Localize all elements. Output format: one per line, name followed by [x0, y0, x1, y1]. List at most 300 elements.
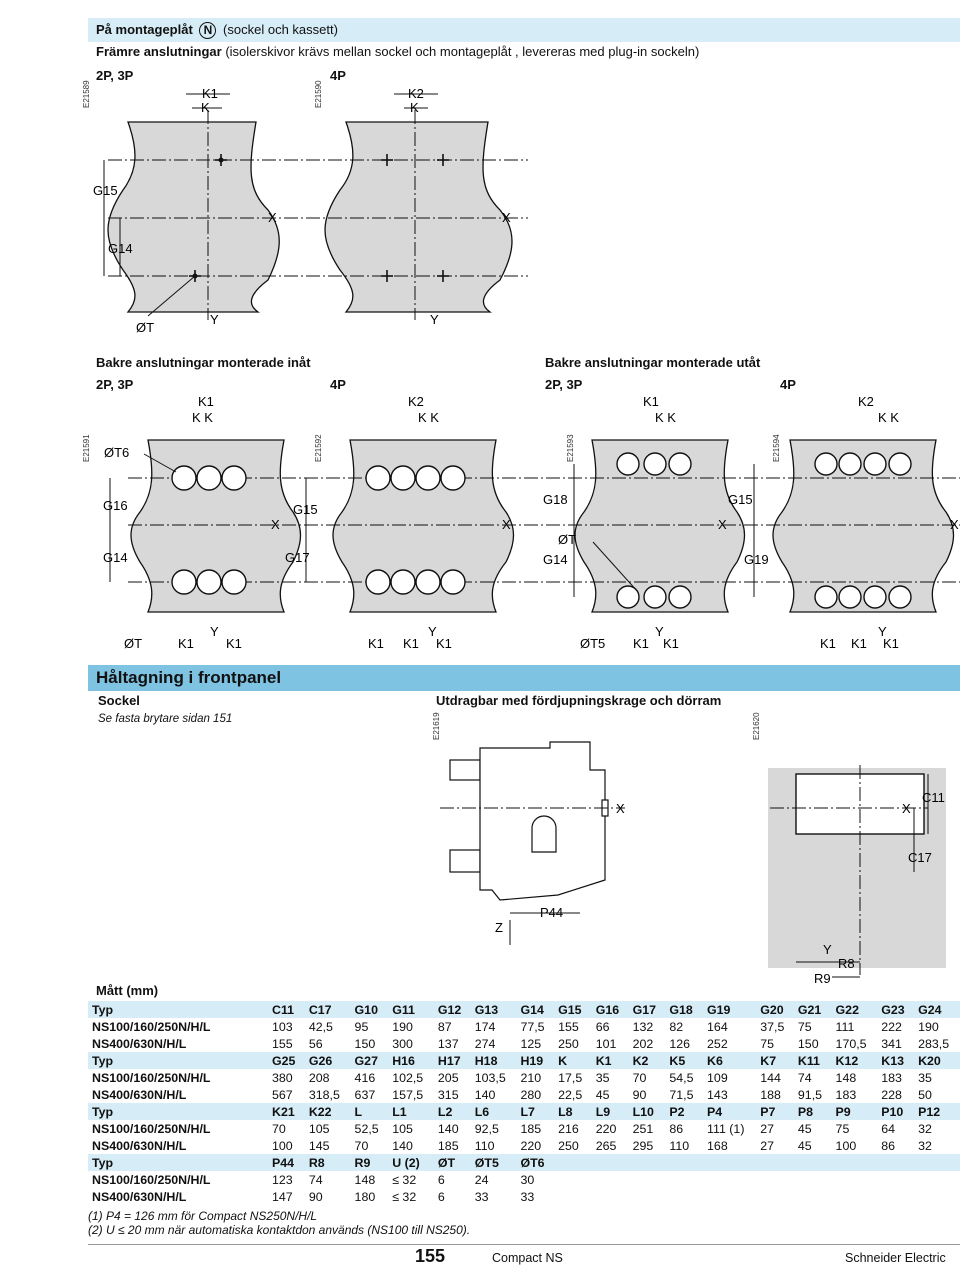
z-label: Z	[495, 920, 503, 935]
table-cell: 100	[835, 1138, 857, 1153]
table-cell: 24	[474, 1172, 489, 1187]
table-cell: 148	[835, 1070, 857, 1085]
k-label: K K	[878, 410, 899, 425]
table-cell: H17	[434, 1052, 471, 1069]
table-cell: 87	[437, 1019, 452, 1034]
footer-rule	[88, 1244, 960, 1245]
table-cell: 27	[760, 1138, 775, 1153]
table-cell: R9	[351, 1154, 389, 1171]
table-cell: ØT6	[516, 1154, 554, 1171]
table-cell	[877, 1171, 914, 1188]
table-cell: L7	[516, 1103, 554, 1120]
k1-label: K1	[663, 636, 679, 651]
table-cell: 66	[595, 1019, 610, 1034]
table-header-row	[88, 1154, 960, 1171]
y-label: Y	[655, 624, 664, 639]
table-cell: G10	[351, 1001, 389, 1018]
rear-in-label-4p: 4P	[330, 377, 346, 392]
table-cell: P9	[832, 1103, 878, 1120]
footnotes	[88, 1209, 470, 1237]
table-cell: 92,5	[474, 1121, 499, 1136]
table-cell: 210	[520, 1070, 542, 1085]
table-cell: NS400/630N/H/L	[92, 1036, 187, 1051]
table-cell: 35	[918, 1070, 932, 1085]
table-cell: G22	[832, 1001, 878, 1018]
header-line2-rest: (isolerskivor krävs mellan sockel och montageplåt , levereras med plug-in sockeln)	[225, 44, 700, 59]
table-cell: 103	[272, 1019, 293, 1034]
panel-cutout-drawing	[440, 740, 960, 998]
x-label: X	[271, 517, 280, 532]
k1-label: K1	[633, 636, 649, 651]
table-cell	[914, 1171, 960, 1188]
table-cell: 283,5	[918, 1036, 950, 1051]
g15-label: G15	[93, 183, 118, 198]
table-cell: 17,5	[558, 1070, 583, 1085]
table-cell: K6	[703, 1052, 756, 1069]
table-cell: 145	[308, 1138, 330, 1153]
table-cell: 183	[881, 1070, 902, 1085]
table-cell: U (2)	[388, 1154, 434, 1171]
table-cell: L8	[554, 1103, 592, 1120]
table-cell: 637	[354, 1087, 376, 1102]
table-cell: 109	[707, 1070, 728, 1085]
table-cell: 102,5	[392, 1070, 424, 1085]
table-cell: L6	[471, 1103, 517, 1120]
table-cell	[629, 1188, 666, 1205]
table-cell: 86	[669, 1121, 684, 1136]
table-cell: 202	[632, 1036, 654, 1051]
table-cell: 6	[437, 1172, 445, 1187]
table-cell: 86	[881, 1138, 896, 1153]
table-cell: L1	[388, 1103, 434, 1120]
x-label: X	[902, 801, 911, 816]
table-cell: 274	[474, 1036, 496, 1051]
table-cell: 74	[308, 1172, 323, 1187]
table-cell: K11	[794, 1052, 832, 1069]
table-cell	[832, 1154, 878, 1171]
k1-label: K1	[820, 636, 836, 651]
y-label: Y	[210, 312, 219, 327]
table-cell: 155	[272, 1036, 293, 1051]
table-cell: 70	[632, 1070, 647, 1085]
brand-name: Schneider Electric	[845, 1251, 946, 1265]
table-cell: H18	[471, 1052, 517, 1069]
table-cell: 157,5	[392, 1087, 424, 1102]
table-header-row	[88, 1001, 960, 1018]
table-cell: 56	[308, 1036, 323, 1051]
g17-label: G17	[285, 550, 310, 565]
table-cell: 91,5	[797, 1087, 823, 1102]
table-cell: 137	[437, 1036, 459, 1051]
table-cell: L2	[434, 1103, 471, 1120]
t-label: ØT	[124, 636, 143, 651]
rear-in-title: Bakre anslutningar monterade inåt	[96, 355, 311, 370]
k-label: K	[201, 100, 210, 115]
table-cell: 110	[669, 1138, 690, 1153]
r8-label: R8	[838, 956, 855, 971]
table-cell	[703, 1171, 756, 1188]
panel-col1: Sockel	[98, 693, 140, 708]
table-cell	[665, 1171, 703, 1188]
x-label: X	[502, 210, 511, 225]
g18-label: G18	[543, 492, 568, 507]
g15-label: G15	[293, 502, 318, 517]
table-cell	[703, 1154, 756, 1171]
table-cell: 315	[437, 1087, 459, 1102]
table-cell: 75	[835, 1121, 850, 1136]
x-label: X	[718, 517, 727, 532]
k2-label: K2	[858, 394, 874, 409]
table-cell: ØT	[434, 1154, 471, 1171]
table-cell: 77,5	[520, 1019, 545, 1034]
k1-label: K1	[403, 636, 419, 651]
table-cell: P12	[914, 1103, 960, 1120]
table-cell: P2	[665, 1103, 703, 1120]
table-cell: P10	[877, 1103, 914, 1120]
table-cell: P44	[268, 1154, 305, 1171]
header-subtitle: (sockel och kassett)	[223, 22, 338, 37]
front-connections-drawing	[88, 80, 960, 345]
k-label: K	[410, 100, 419, 115]
k1-label: K1	[851, 636, 867, 651]
dims-title: Mått (mm)	[96, 983, 159, 998]
table-cell	[554, 1154, 592, 1171]
table-cell: 416	[354, 1070, 376, 1085]
table-cell: 148	[354, 1172, 376, 1187]
dimensions-table	[88, 1001, 960, 1205]
t-label: ØT	[558, 532, 577, 547]
table-cell: G11	[388, 1001, 434, 1018]
drawing-code: E21590	[314, 80, 323, 108]
drawing-code: E21619	[432, 712, 441, 740]
table-cell: K	[554, 1052, 592, 1069]
table-row	[88, 1069, 960, 1086]
table-cell: K7	[756, 1052, 794, 1069]
table-cell: 70	[354, 1138, 369, 1153]
table-row	[88, 1171, 960, 1188]
rear-out-label-2p3p: 2P, 3P	[545, 377, 583, 392]
table-cell: 32	[918, 1121, 932, 1136]
table-cell: 132	[632, 1019, 654, 1034]
table-cell: ØT5	[471, 1154, 517, 1171]
table-cell: 220	[595, 1121, 617, 1136]
table-cell: 101	[595, 1036, 617, 1051]
table-cell	[832, 1188, 878, 1205]
table-cell: C17	[305, 1001, 351, 1018]
table-cell: G17	[629, 1001, 666, 1018]
table-cell: C11	[268, 1001, 305, 1018]
table-cell: 185	[520, 1121, 542, 1136]
table-cell: 54,5	[669, 1070, 694, 1085]
product-name: Compact NS	[492, 1251, 563, 1265]
table-cell: 185	[437, 1138, 459, 1153]
table-cell: 82	[669, 1019, 684, 1034]
x-label: X	[950, 517, 959, 532]
table-header-row	[88, 1052, 960, 1069]
table-cell: G25	[268, 1052, 305, 1069]
table-cell: 318,5	[308, 1087, 340, 1102]
table-cell: 103,5	[474, 1070, 506, 1085]
table-cell	[832, 1171, 878, 1188]
table-cell	[877, 1188, 914, 1205]
table-cell: 111 (1)	[707, 1121, 745, 1136]
g19-label: G19	[744, 552, 769, 567]
header-line	[96, 22, 338, 39]
table-cell: 140	[392, 1138, 413, 1153]
table-cell: 100	[272, 1138, 293, 1153]
table-row	[88, 1018, 960, 1035]
table-cell: 295	[632, 1138, 654, 1153]
c11-label: C11	[922, 790, 945, 805]
table-cell: L9	[592, 1103, 629, 1120]
table-cell: 125	[520, 1036, 542, 1051]
k-label: K K	[418, 410, 439, 425]
r9-label: R9	[814, 971, 831, 986]
table-cell	[665, 1188, 703, 1205]
rear-in-label-2p3p: 2P, 3P	[96, 377, 134, 392]
table-cell: 110	[474, 1138, 495, 1153]
table-cell: 75	[760, 1036, 775, 1051]
table-cell: G13	[471, 1001, 517, 1018]
table-cell	[914, 1188, 960, 1205]
k1-label: K1	[178, 636, 194, 651]
table-cell: 22,5	[558, 1087, 583, 1102]
table-cell: 75	[797, 1019, 812, 1034]
table-cell: 190	[918, 1019, 939, 1034]
front-label-4p: 4P	[330, 68, 346, 83]
rear-out-title: Bakre anslutningar monterade utåt	[545, 355, 761, 370]
rear-connections-drawing	[88, 392, 960, 654]
panel-note: Se fasta brytare sidan 151	[98, 713, 233, 725]
y-label: Y	[210, 624, 219, 639]
k2-label: K2	[408, 86, 424, 101]
drawing-code: E21591	[82, 434, 91, 462]
k2-label: K2	[408, 394, 424, 409]
drawing-code: E21593	[566, 434, 575, 462]
t6-label: ØT6	[104, 445, 130, 460]
table-cell: 250	[558, 1036, 579, 1051]
table-cell: K21	[268, 1103, 305, 1120]
table-row	[88, 1120, 960, 1137]
header-line2	[96, 44, 699, 59]
k1-label: K1	[436, 636, 452, 651]
table-cell: 90	[632, 1087, 647, 1102]
table-cell: P8	[794, 1103, 832, 1120]
table-cell: G23	[877, 1001, 914, 1018]
table-cell: 150	[354, 1036, 376, 1051]
table-cell: 205	[437, 1070, 459, 1085]
p44-label: P44	[540, 905, 564, 920]
table-cell	[914, 1154, 960, 1171]
table-cell: 341	[881, 1036, 902, 1051]
table-cell: 32	[918, 1138, 932, 1153]
table-cell: 174	[474, 1019, 496, 1034]
table-cell: Typ	[88, 1154, 268, 1171]
table-cell: 6	[437, 1189, 445, 1204]
table-cell: 222	[881, 1019, 902, 1034]
rear-out-label-4p: 4P	[780, 377, 796, 392]
table-cell: 188	[760, 1087, 781, 1102]
table-cell: G16	[592, 1001, 629, 1018]
table-cell	[756, 1154, 794, 1171]
table-cell: 64	[881, 1121, 896, 1136]
table-cell: 143	[707, 1087, 728, 1102]
table-cell: 251	[632, 1121, 654, 1136]
table-cell	[877, 1154, 914, 1171]
table-cell	[665, 1154, 703, 1171]
table-cell: 71,5	[669, 1087, 694, 1102]
table-cell: NS400/630N/H/L	[92, 1138, 187, 1153]
table-cell	[592, 1171, 629, 1188]
table-cell: 228	[881, 1087, 902, 1102]
table-cell: 37,5	[760, 1019, 785, 1034]
table-cell: ≤ 32	[392, 1172, 417, 1187]
table-cell: 140	[474, 1087, 496, 1102]
drawing-code: E21589	[82, 80, 91, 108]
table-cell: 123	[272, 1172, 293, 1187]
table-cell: 220	[520, 1138, 542, 1153]
c17-label: C17	[908, 850, 932, 865]
k-label: K K	[655, 410, 676, 425]
table-cell: R8	[305, 1154, 351, 1171]
g14-label: G14	[108, 241, 133, 256]
table-cell: NS400/630N/H/L	[92, 1087, 187, 1102]
y-label: Y	[428, 624, 437, 639]
table-cell: 90	[308, 1189, 323, 1204]
table-cell: 45	[595, 1087, 610, 1102]
table-cell	[629, 1171, 666, 1188]
k1-label: K1	[226, 636, 242, 651]
table-cell: NS400/630N/H/L	[92, 1189, 187, 1204]
table-cell: 170,5	[835, 1036, 867, 1051]
t-label: ØT	[136, 320, 155, 335]
table-cell: 140	[437, 1121, 459, 1136]
table-cell	[592, 1188, 629, 1205]
table-cell: K5	[665, 1052, 703, 1069]
table-cell: 144	[760, 1070, 781, 1085]
y-label: Y	[823, 942, 832, 957]
g14-label: G14	[543, 552, 568, 567]
panel-col2: Utdragbar med fördjupningskrage och dörram	[436, 693, 722, 708]
k1-label: K1	[643, 394, 659, 409]
footnote-2: (2) U ≤ 20 mm när automatiska kontaktdon används (NS100 till NS250).	[88, 1223, 471, 1237]
table-cell: G19	[703, 1001, 756, 1018]
table-cell: 150	[797, 1036, 819, 1051]
table-cell: 45	[797, 1138, 812, 1153]
drawing-code: E21620	[752, 712, 761, 740]
table-cell	[794, 1188, 832, 1205]
table-cell: 168	[707, 1138, 728, 1153]
table-cell: G27	[351, 1052, 389, 1069]
table-cell: 208	[308, 1070, 330, 1085]
table-row	[88, 1086, 960, 1103]
table-cell: G26	[305, 1052, 351, 1069]
table-cell: 30	[520, 1172, 535, 1187]
k1-label: K1	[198, 394, 214, 409]
table-cell: P7	[756, 1103, 794, 1120]
table-cell: 164	[707, 1019, 728, 1034]
table-cell: G14	[516, 1001, 554, 1018]
table-cell: 300	[392, 1036, 413, 1051]
table-cell: K13	[877, 1052, 914, 1069]
table-cell: G12	[434, 1001, 471, 1018]
table-cell: K2	[629, 1052, 666, 1069]
g15-label: G15	[728, 492, 753, 507]
table-cell	[756, 1188, 794, 1205]
table-cell: 33	[474, 1189, 489, 1204]
front-label-2p3p: 2P, 3P	[96, 68, 134, 83]
table-cell: G21	[794, 1001, 832, 1018]
table-row	[88, 1188, 960, 1205]
table-cell: 180	[354, 1189, 376, 1204]
table-cell: K1	[592, 1052, 629, 1069]
k1-label: K1	[202, 86, 218, 101]
table-cell	[554, 1171, 592, 1188]
x-label: X	[502, 517, 511, 532]
table-cell: 265	[595, 1138, 617, 1153]
table-cell	[756, 1171, 794, 1188]
table-cell: 33	[520, 1189, 535, 1204]
table-cell: G20	[756, 1001, 794, 1018]
table-cell: 216	[558, 1121, 579, 1136]
table-cell	[592, 1154, 629, 1171]
table-cell: NS100/160/250N/H/L	[92, 1019, 211, 1034]
drawing-code: E21592	[314, 434, 323, 462]
g16-label: G16	[103, 498, 128, 513]
table-cell: 45	[797, 1121, 812, 1136]
table-cell: P4	[703, 1103, 756, 1120]
table-cell: 111	[835, 1019, 855, 1034]
table-cell: 567	[272, 1087, 293, 1102]
table-cell: H16	[388, 1052, 434, 1069]
drawing-code: E21594	[772, 434, 781, 462]
table-header-row	[88, 1103, 960, 1120]
table-cell: 95	[354, 1019, 369, 1034]
table-cell: 50	[918, 1087, 932, 1102]
table-cell: G15	[554, 1001, 592, 1018]
table-cell: Typ	[88, 1001, 268, 1018]
table-cell: 252	[707, 1036, 728, 1051]
table-cell: NS100/160/250N/H/L	[92, 1172, 211, 1187]
x-label: X	[616, 801, 625, 816]
table-cell: 380	[272, 1070, 293, 1085]
table-row	[88, 1137, 960, 1154]
t5-label: ØT5	[580, 636, 606, 651]
table-cell: 35	[595, 1070, 610, 1085]
table-cell: 280	[520, 1087, 542, 1102]
table-cell	[794, 1154, 832, 1171]
table-cell: 190	[392, 1019, 413, 1034]
x-label: X	[268, 210, 277, 225]
table-cell: 155	[558, 1019, 579, 1034]
header-line2-bold: Främre anslutningar	[96, 44, 222, 59]
table-row	[88, 1035, 960, 1052]
table-cell: 70	[272, 1121, 286, 1136]
y-label: Y	[430, 312, 439, 327]
g14-label: G14	[103, 550, 128, 565]
panel-title: Håltagning i frontpanel	[96, 668, 282, 687]
table-cell: L10	[629, 1103, 666, 1120]
table-cell: 126	[669, 1036, 691, 1051]
table-cell: 27	[760, 1121, 775, 1136]
table-cell: 42,5	[308, 1019, 333, 1034]
footnote-1: (1) P4 = 126 mm för Compact NS250N/H/L	[88, 1209, 318, 1223]
header-title: På montageplåt	[96, 22, 193, 37]
page-number: 155	[415, 1246, 446, 1266]
table-cell: K22	[305, 1103, 351, 1120]
table-cell: 183	[835, 1087, 857, 1102]
y-label: Y	[878, 624, 887, 639]
